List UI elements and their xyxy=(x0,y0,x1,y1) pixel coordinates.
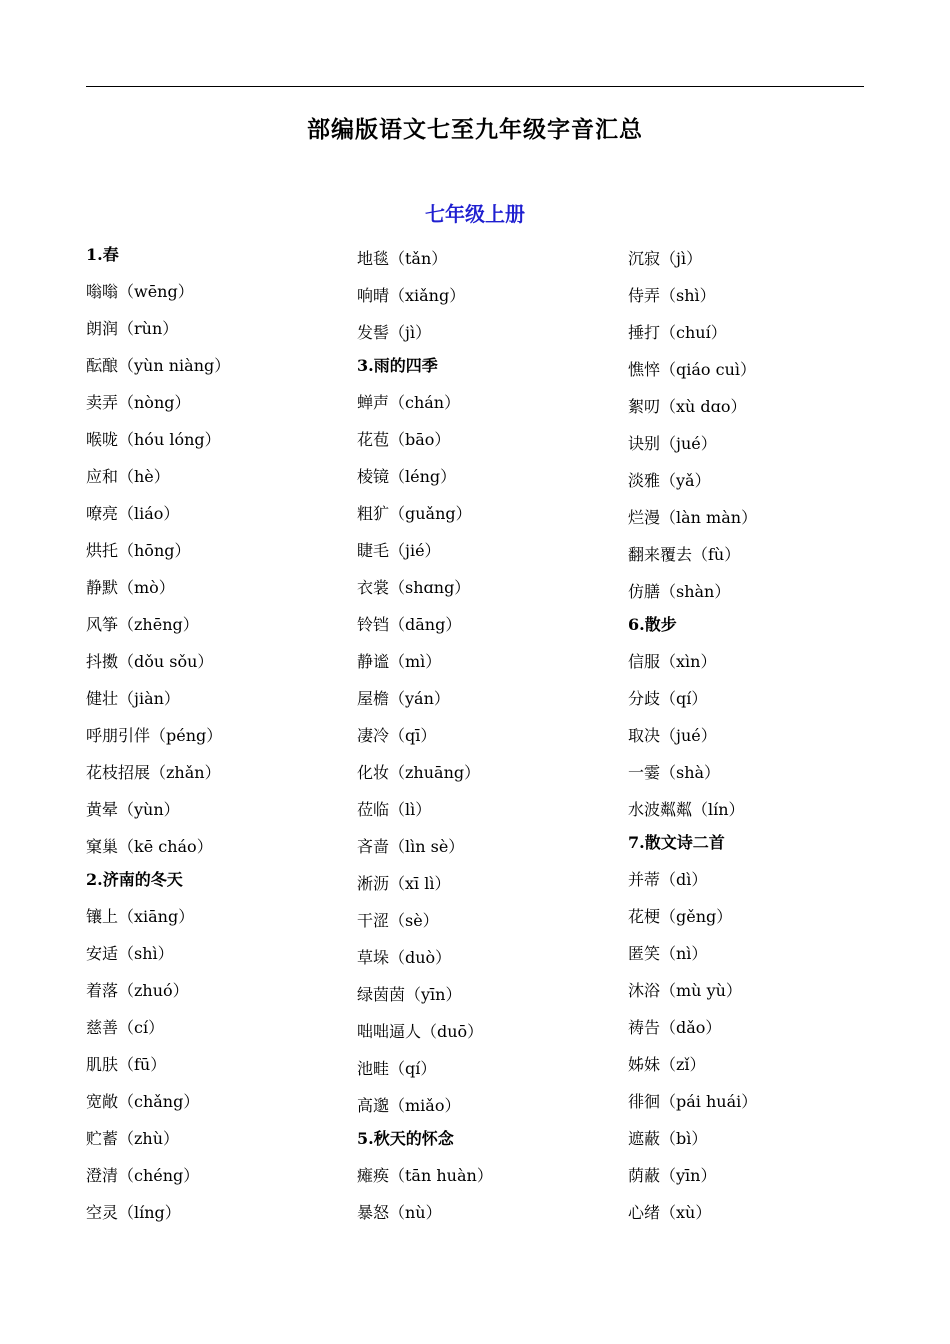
vocab-entry: 黄晕（yùn） xyxy=(86,800,180,819)
lesson-heading: 6.散步 xyxy=(628,615,677,634)
vocab-entry: 暴怒（nù） xyxy=(357,1203,442,1222)
vocab-entry: 沐浴（mù yù） xyxy=(628,981,742,1000)
lesson-heading: 2.济南的冬天 xyxy=(86,870,183,889)
vocab-entry: 取决（jué） xyxy=(628,726,717,745)
vocab-entry: 宽敞（chǎng） xyxy=(86,1092,200,1111)
vocab-entry: 静谧（mì） xyxy=(357,652,442,671)
vocab-entry: 地毯（tǎn） xyxy=(357,249,448,268)
vocab-entry: 绿茵茵（yīn） xyxy=(357,985,462,1004)
vocab-entry: 空灵（líng） xyxy=(86,1203,181,1222)
column-3 xyxy=(628,232,890,1223)
vocab-entry: 化妆（zhuāng） xyxy=(357,763,481,782)
vocab-entry: 烂漫（làn màn） xyxy=(628,508,758,527)
vocab-entry: 祷告（dǎo） xyxy=(628,1018,722,1037)
vocab-entry: 淅沥（xī lì） xyxy=(357,874,451,893)
vocab-entry: 荫蔽（yīn） xyxy=(628,1166,717,1185)
vocab-entry: 应和（hè） xyxy=(86,467,170,486)
vocab-entry: 屋檐（yán） xyxy=(357,689,450,708)
vocab-entry: 呼朋引伴（péng） xyxy=(86,726,223,745)
vocab-entry: 姊妹（zǐ） xyxy=(628,1055,706,1074)
vocab-entry: 慈善（cí） xyxy=(86,1018,165,1037)
vocab-entry: 干涩（sè） xyxy=(357,911,439,930)
vocab-entry: 蝉声（chán） xyxy=(357,393,461,412)
vocab-entry: 凄冷（qī） xyxy=(357,726,437,745)
vocab-entry: 肌肤（fū） xyxy=(86,1055,167,1074)
vocab-entry: 健壮（jiàn） xyxy=(86,689,180,708)
vocab-entry: 絮叨（xù dɑo） xyxy=(628,397,747,416)
vocab-entry: 捶打（chuí） xyxy=(628,323,727,342)
vocab-entry: 花梗（gěng） xyxy=(628,907,733,926)
vocab-entry: 分歧（qí） xyxy=(628,689,708,708)
vocab-entry: 憔悴（qiáo cuì） xyxy=(628,360,757,379)
vocab-entry: 响晴（xiǎng） xyxy=(357,286,466,305)
column-1 xyxy=(86,232,348,1223)
vocab-entry: 着落（zhuó） xyxy=(86,981,189,1000)
vocab-entry: 侍弄（shì） xyxy=(628,286,716,305)
vocab-entry: 心绪（xù） xyxy=(628,1203,712,1222)
vocab-entry: 瘫痪（tān huàn） xyxy=(357,1166,493,1185)
vocab-entry: 草垛（duò） xyxy=(357,948,452,967)
vocab-entry: 酝酿（yùn niàng） xyxy=(86,356,231,375)
vocab-entry: 淡雅（yǎ） xyxy=(628,471,711,490)
vocab-entry: 仿膳（shàn） xyxy=(628,582,731,601)
vocab-entry: 衣裳（shɑng） xyxy=(357,578,471,597)
vocab-entry: 抖擞（dǒu sǒu） xyxy=(86,652,214,671)
page-title: 部编版语文七至九年级字音汇总 xyxy=(307,116,643,143)
vocab-entry: 池畦（qí） xyxy=(357,1059,437,1078)
vocab-entry: 澄清（chéng） xyxy=(86,1166,200,1185)
vocab-entry: 匿笑（nì） xyxy=(628,944,708,963)
lesson-heading: 5.秋天的怀念 xyxy=(357,1129,454,1148)
vocab-entry: 徘徊（pái huái） xyxy=(628,1092,758,1111)
vocab-entry: 发髻（jì） xyxy=(357,323,432,342)
vocab-entry: 并蒂（dì） xyxy=(628,870,708,889)
vocab-entry: 贮蓄（zhù） xyxy=(86,1129,180,1148)
vocab-entry: 窠巢（kē cháo） xyxy=(86,837,213,856)
vocab-entry: 安适（shì） xyxy=(86,944,174,963)
vocab-entry: 水波粼粼（lín） xyxy=(628,800,745,819)
vocab-entry: 吝啬（lìn sè） xyxy=(357,837,465,856)
vocab-entry: 睫毛（jié） xyxy=(357,541,441,560)
vocab-entry: 嗡嗡（wēng） xyxy=(86,282,194,301)
vocab-entry: 沉寂（jì） xyxy=(628,249,703,268)
column-2 xyxy=(357,232,619,1223)
vocab-entry: 花苞（bāo） xyxy=(357,430,451,449)
vocab-entry: 镶上（xiāng） xyxy=(86,907,195,926)
vocab-entry: 花枝招展（zhǎn） xyxy=(86,763,221,782)
vocab-entry: 嘹亮（liáo） xyxy=(86,504,180,523)
vocab-entry: 粗犷（guǎng） xyxy=(357,504,472,523)
vocab-entry: 翻来覆去（fù） xyxy=(628,545,741,564)
vocab-entry: 铃铛（dāng） xyxy=(357,615,462,634)
vocab-entry: 一霎（shà） xyxy=(628,763,721,782)
vocab-entry: 卖弄（nòng） xyxy=(86,393,191,412)
vocab-entry: 棱镜（léng） xyxy=(357,467,457,486)
vocab-entry: 烘托（hōng） xyxy=(86,541,191,560)
vocab-entry: 高邈（miǎo） xyxy=(357,1096,461,1115)
vocab-entry: 信服（xìn） xyxy=(628,652,717,671)
vocab-entry: 静默（mò） xyxy=(86,578,175,597)
lesson-heading: 7.散文诗二首 xyxy=(628,833,725,852)
vocab-entry: 朗润（rùn） xyxy=(86,319,179,338)
top-rule xyxy=(86,86,864,87)
vocab-entry: 喉咙（hóu lóng） xyxy=(86,430,221,449)
lesson-heading: 1.春 xyxy=(86,245,119,264)
lesson-heading: 3.雨的四季 xyxy=(357,356,438,375)
section-title: 七年级上册 xyxy=(425,202,525,226)
vocab-entry: 莅临（lì） xyxy=(357,800,432,819)
vocab-entry: 遮蔽（bì） xyxy=(628,1129,708,1148)
vocab-entry: 诀别（jué） xyxy=(628,434,717,453)
vocab-entry: 风筝（zhēng） xyxy=(86,615,199,634)
vocab-entry: 咄咄逼人（duō） xyxy=(357,1022,484,1041)
